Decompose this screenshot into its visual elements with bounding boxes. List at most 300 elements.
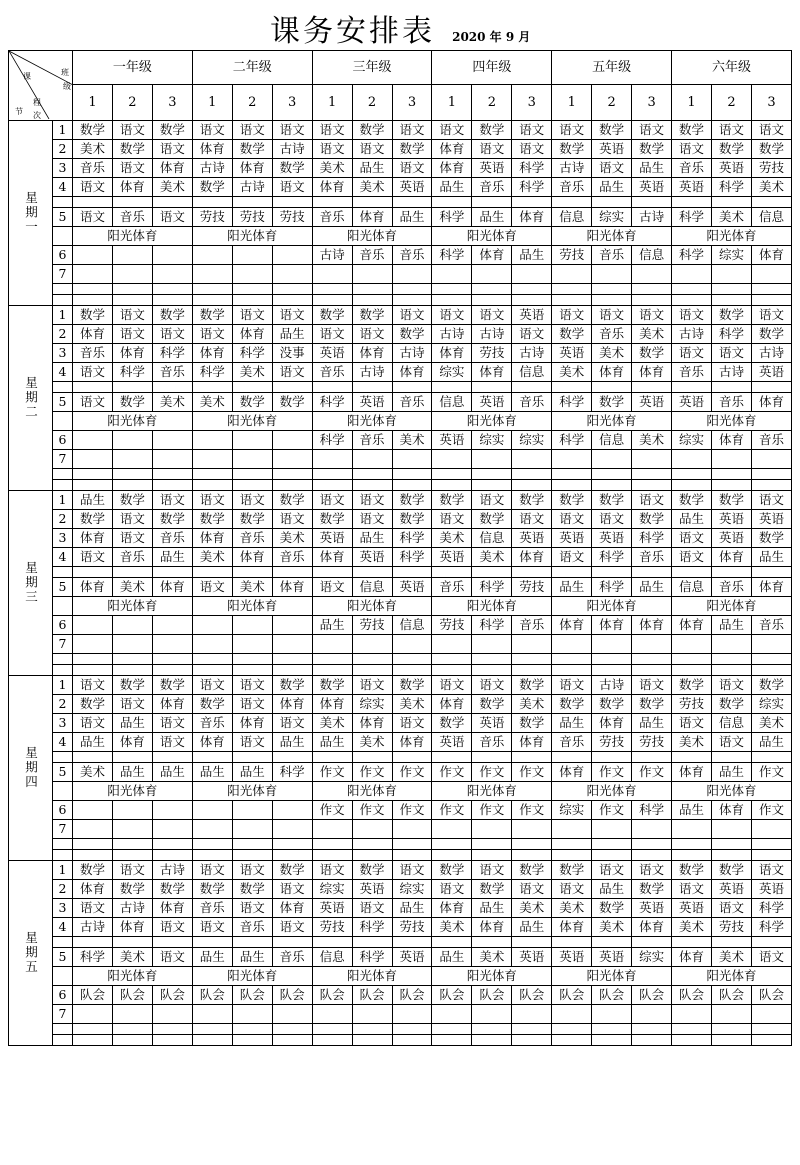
pe-label: 阳光体育: [312, 412, 432, 431]
blank-cell: [112, 839, 152, 850]
subject-cell: 体育: [432, 159, 472, 178]
blank-cell: [751, 480, 791, 491]
day-label: [9, 121, 53, 306]
subject-cell: 品生: [632, 159, 672, 178]
subject-cell: [592, 635, 632, 654]
subject-cell: 数学: [512, 714, 552, 733]
subject-cell: 美术: [712, 208, 752, 227]
subject-cell: [672, 820, 712, 839]
blank-cell: [392, 382, 432, 393]
subject-cell: 数学: [712, 861, 752, 880]
subject-cell: 数学: [632, 510, 672, 529]
subject-cell: 体育: [192, 140, 232, 159]
blank-cell: [352, 839, 392, 850]
subject-cell: 语文: [672, 714, 712, 733]
gap-row: [9, 469, 792, 480]
subject-cell: 数学: [73, 861, 113, 880]
subject-cell: 综实: [432, 363, 472, 382]
subject-cell: 科学: [751, 899, 791, 918]
subject-cell: 音乐: [672, 363, 712, 382]
subject-cell: [712, 635, 752, 654]
subject-cell: 数学: [432, 714, 472, 733]
subject-cell: 语文: [751, 948, 791, 967]
subject-cell: 英语: [512, 529, 552, 548]
subject-cell: [112, 1005, 152, 1024]
subject-cell: 语文: [712, 121, 752, 140]
subject-cell: 语文: [552, 548, 592, 567]
subject-cell: 品生: [112, 714, 152, 733]
subject-cell: 作文: [512, 763, 552, 782]
period-row: [9, 1005, 792, 1024]
pe-label: 阳光体育: [73, 597, 193, 616]
subject-cell: 数学: [392, 510, 432, 529]
subject-cell: 英语: [712, 880, 752, 899]
blank-cell: [552, 382, 592, 393]
subject-cell: 体育: [152, 695, 192, 714]
subject-cell: 语文: [73, 393, 113, 412]
subject-cell: [672, 265, 712, 284]
subject-cell: 语文: [672, 529, 712, 548]
blank-cell: [672, 382, 712, 393]
blank-cell: [312, 937, 352, 948]
subject-cell: 体育: [312, 695, 352, 714]
subject-cell: 音乐: [152, 363, 192, 382]
subject-cell: [392, 1005, 432, 1024]
subject-cell: 信息: [712, 714, 752, 733]
subject-cell: [112, 265, 152, 284]
period-number: 4: [53, 733, 73, 752]
subject-cell: 体育: [152, 159, 192, 178]
grade-1-header: 一年级: [73, 51, 193, 85]
subject-cell: 劳技: [472, 344, 512, 363]
pe-label: 阳光体育: [552, 782, 672, 801]
subject-cell: [672, 450, 712, 469]
subject-cell: 品生: [432, 178, 472, 197]
blank-cell: [232, 197, 272, 208]
subject-cell: 音乐: [592, 246, 632, 265]
subject-cell: 体育: [272, 578, 312, 597]
subject-cell: [112, 801, 152, 820]
period-number: 2: [53, 695, 73, 714]
subject-cell: 品生: [73, 491, 113, 510]
subject-cell: 语文: [152, 140, 192, 159]
period-row: [9, 431, 792, 450]
gap-row: [9, 197, 792, 208]
blank-cell: [512, 382, 552, 393]
blank-cell: [432, 1024, 472, 1035]
blank-cell: [432, 295, 472, 306]
subject-cell: 数学: [112, 491, 152, 510]
subject-cell: 古诗: [432, 325, 472, 344]
subject-cell: 古诗: [672, 325, 712, 344]
subject-cell: 作文: [472, 763, 512, 782]
subject-cell: 语文: [552, 306, 592, 325]
subject-cell: [73, 246, 113, 265]
blank-cell: [712, 382, 752, 393]
subject-cell: 科学: [472, 616, 512, 635]
blank-cell: [432, 469, 472, 480]
pe-label: 阳光体育: [672, 227, 792, 246]
subject-cell: [392, 450, 432, 469]
class-number-header: 2: [592, 85, 632, 121]
subject-cell: 美术: [751, 178, 791, 197]
subject-cell: 数学: [232, 510, 272, 529]
subject-cell: 古诗: [751, 344, 791, 363]
subject-cell: 体育: [632, 918, 672, 937]
subject-cell: 美术: [392, 431, 432, 450]
subject-cell: 语文: [392, 306, 432, 325]
blank-cell: [712, 469, 752, 480]
blank-cell: [512, 839, 552, 850]
class-number-header: 1: [432, 85, 472, 121]
subject-cell: [152, 1005, 192, 1024]
blank-cell: [392, 295, 432, 306]
subject-cell: [712, 820, 752, 839]
period-row: [9, 880, 792, 899]
blank-cell: [751, 382, 791, 393]
blank-cell: [392, 567, 432, 578]
subject-cell: 语文: [73, 676, 113, 695]
subject-cell: 语文: [512, 880, 552, 899]
day-label: [9, 676, 53, 861]
pe-label: 阳光体育: [312, 227, 432, 246]
subject-cell: 品生: [112, 763, 152, 782]
subject-cell: 科学: [392, 548, 432, 567]
header-corner: [9, 51, 73, 121]
subject-cell: 语文: [73, 899, 113, 918]
period-number: 1: [53, 306, 73, 325]
blank-cell: [112, 382, 152, 393]
subject-cell: 英语: [632, 393, 672, 412]
blank-cell: [751, 665, 791, 676]
subject-cell: [552, 265, 592, 284]
blank-cell: [112, 1035, 152, 1046]
subject-cell: [192, 1005, 232, 1024]
pe-label: 阳光体育: [192, 597, 312, 616]
subject-cell: [472, 450, 512, 469]
blank-cell: [592, 850, 632, 861]
subject-cell: [192, 635, 232, 654]
blank-cell: [392, 654, 432, 665]
gap-row: [9, 654, 792, 665]
subject-cell: 数学: [272, 676, 312, 695]
blank-cell: [232, 295, 272, 306]
subject-cell: 数学: [392, 491, 432, 510]
blank-cell: [472, 752, 512, 763]
period-number: 5: [53, 208, 73, 227]
subject-cell: 综实: [712, 246, 752, 265]
blank-cell: [432, 752, 472, 763]
pe-label: 阳光体育: [552, 412, 672, 431]
period-row: [9, 899, 792, 918]
blank-cell: [751, 1035, 791, 1046]
subject-cell: 体育: [232, 159, 272, 178]
subject-cell: 古诗: [712, 363, 752, 382]
blank-cell: [152, 1035, 192, 1046]
blank-cell: [712, 839, 752, 850]
subject-cell: [512, 1005, 552, 1024]
subject-cell: 数学: [73, 306, 113, 325]
day-name: 星期五: [23, 931, 39, 975]
subject-cell: 语文: [712, 344, 752, 363]
subject-cell: 数学: [592, 491, 632, 510]
subject-cell: 综实: [312, 880, 352, 899]
gap-row: [9, 665, 792, 676]
subject-cell: 体育: [112, 344, 152, 363]
grade-2-header: 二年级: [192, 51, 312, 85]
subject-cell: [152, 450, 192, 469]
subject-cell: 数学: [152, 121, 192, 140]
subject-cell: 语文: [592, 861, 632, 880]
subject-cell: 音乐: [73, 344, 113, 363]
blank-cell: [512, 197, 552, 208]
period-number: 5: [53, 578, 73, 597]
blank-cell: [312, 752, 352, 763]
class-number-row: [9, 85, 792, 121]
subject-cell: 语文: [352, 510, 392, 529]
blank-cell: [392, 665, 432, 676]
blank-cell: [672, 839, 712, 850]
subject-cell: 英语: [751, 880, 791, 899]
subject-cell: 语文: [73, 363, 113, 382]
blank-cell: [352, 1035, 392, 1046]
blank-cell: [73, 850, 113, 861]
subject-cell: 美术: [352, 178, 392, 197]
subject-cell: 语文: [712, 733, 752, 752]
blank-cell: [152, 469, 192, 480]
subject-cell: 数学: [112, 676, 152, 695]
subject-cell: 美术: [512, 899, 552, 918]
subject-cell: [751, 265, 791, 284]
subject-cell: 音乐: [712, 393, 752, 412]
subject-cell: 语文: [272, 306, 312, 325]
period-number: 3: [53, 529, 73, 548]
subject-cell: 队会: [751, 986, 791, 1005]
subject-cell: [392, 635, 432, 654]
period-number: 6: [53, 616, 73, 635]
subject-cell: 古诗: [112, 899, 152, 918]
subject-cell: 语文: [192, 325, 232, 344]
subject-cell: 数学: [192, 695, 232, 714]
period-number: 2: [53, 325, 73, 344]
blank-cell: [192, 850, 232, 861]
subject-cell: 品生: [272, 733, 312, 752]
period-number: 2: [53, 510, 73, 529]
subject-cell: 语文: [432, 676, 472, 695]
subject-cell: 品生: [392, 208, 432, 227]
subject-cell: 数学: [192, 880, 232, 899]
blank-cell: [512, 1035, 552, 1046]
pe-row: [9, 967, 792, 986]
blank-cell: [232, 937, 272, 948]
corner-char: 次: [33, 111, 41, 120]
pe-label: 阳光体育: [192, 227, 312, 246]
subject-cell: 体育: [592, 714, 632, 733]
subject-cell: 语文: [112, 121, 152, 140]
gap-row: [9, 295, 792, 306]
period-row: [9, 450, 792, 469]
blank-cell: [432, 197, 472, 208]
blank-cell: [112, 752, 152, 763]
subject-cell: 体育: [432, 140, 472, 159]
subject-cell: [152, 635, 192, 654]
subject-cell: 体育: [472, 918, 512, 937]
blank-cell: [672, 752, 712, 763]
subject-cell: 数学: [552, 140, 592, 159]
blank-cell: [112, 480, 152, 491]
subject-cell: 品生: [312, 616, 352, 635]
blank-cell: [312, 469, 352, 480]
subject-cell: 音乐: [592, 325, 632, 344]
subject-cell: [552, 1005, 592, 1024]
subject-cell: [272, 820, 312, 839]
blank-cell: [112, 654, 152, 665]
subject-cell: 体育: [751, 246, 791, 265]
subject-cell: 综实: [472, 431, 512, 450]
subject-cell: [312, 450, 352, 469]
subject-cell: 体育: [152, 578, 192, 597]
subject-cell: 科学: [352, 918, 392, 937]
subject-cell: 数学: [552, 695, 592, 714]
blank-cell: [552, 850, 592, 861]
corner-char: 班: [61, 68, 69, 77]
subject-cell: 语文: [552, 880, 592, 899]
subject-cell: 语文: [552, 510, 592, 529]
blank-cell: [112, 850, 152, 861]
blank-cell: [53, 665, 73, 676]
subject-cell: 数学: [152, 510, 192, 529]
blank-cell: [552, 469, 592, 480]
subject-cell: 语文: [192, 918, 232, 937]
subject-cell: 品生: [552, 714, 592, 733]
blank-cell: [632, 752, 672, 763]
subject-cell: 语文: [232, 121, 272, 140]
subject-cell: 语文: [232, 861, 272, 880]
period-number: 3: [53, 899, 73, 918]
subject-cell: 英语: [472, 714, 512, 733]
subject-cell: 古诗: [352, 363, 392, 382]
blank-cell: [53, 1024, 73, 1035]
blank-cell: [712, 937, 752, 948]
pe-label: 阳光体育: [312, 782, 432, 801]
subject-cell: 科学: [712, 325, 752, 344]
day-name: 星期三: [23, 561, 39, 605]
subject-cell: 体育: [312, 548, 352, 567]
subject-cell: 品生: [392, 899, 432, 918]
subject-cell: 科学: [272, 763, 312, 782]
blank-cell: [272, 1024, 312, 1035]
subject-cell: 体育: [432, 344, 472, 363]
subject-cell: 数学: [392, 140, 432, 159]
grade-6-header: 六年级: [672, 51, 792, 85]
subject-cell: 劳技: [352, 616, 392, 635]
subject-cell: 品生: [512, 918, 552, 937]
subject-cell: 数学: [232, 393, 272, 412]
subject-cell: 科学: [112, 363, 152, 382]
subject-cell: 音乐: [352, 246, 392, 265]
blank-cell: [592, 665, 632, 676]
subject-cell: 信息: [632, 246, 672, 265]
blank-cell: [192, 654, 232, 665]
subject-cell: [312, 265, 352, 284]
blank-cell: [472, 665, 512, 676]
subject-cell: 数学: [592, 899, 632, 918]
blank-cell: [672, 295, 712, 306]
subject-cell: [632, 265, 672, 284]
subject-cell: 英语: [352, 548, 392, 567]
day-label: [9, 861, 53, 1046]
subject-cell: 数学: [73, 695, 113, 714]
blank-cell: [512, 567, 552, 578]
blank-cell: [272, 937, 312, 948]
subject-cell: 语文: [632, 676, 672, 695]
subject-cell: 品生: [352, 529, 392, 548]
pe-row: [9, 782, 792, 801]
subject-cell: 语文: [352, 899, 392, 918]
period-row: [9, 548, 792, 567]
blank-cell: [192, 839, 232, 850]
period-number: 6: [53, 986, 73, 1005]
subject-cell: 美术: [152, 178, 192, 197]
subject-cell: 数学: [632, 880, 672, 899]
subject-cell: 品生: [272, 325, 312, 344]
blank-cell: [512, 937, 552, 948]
subject-cell: [472, 1005, 512, 1024]
blank-cell: [751, 284, 791, 295]
subject-cell: 英语: [632, 899, 672, 918]
subject-cell: 音乐: [352, 431, 392, 450]
subject-cell: 数学: [152, 676, 192, 695]
subject-cell: [432, 1005, 472, 1024]
subject-cell: 数学: [552, 325, 592, 344]
subject-cell: 美术: [592, 918, 632, 937]
subject-cell: 体育: [73, 578, 113, 597]
subject-cell: 品生: [712, 763, 752, 782]
period-row: [9, 861, 792, 880]
pe-label: 阳光体育: [192, 782, 312, 801]
period-number: 1: [53, 491, 73, 510]
subject-cell: 数学: [392, 676, 432, 695]
class-number-header: 2: [232, 85, 272, 121]
blank-cell: [152, 654, 192, 665]
subject-cell: 体育: [512, 208, 552, 227]
blank-cell: [152, 295, 192, 306]
subject-cell: [73, 265, 113, 284]
blank-cell: [632, 480, 672, 491]
subject-cell: 劳技: [512, 578, 552, 597]
blank-cell: [232, 1035, 272, 1046]
blank-cell: [552, 567, 592, 578]
subject-cell: 语文: [672, 140, 712, 159]
blank-cell: [592, 839, 632, 850]
subject-cell: [512, 635, 552, 654]
period-number: 2: [53, 880, 73, 899]
subject-cell: 队会: [672, 986, 712, 1005]
subject-cell: 语文: [432, 880, 472, 899]
subject-cell: 体育: [272, 899, 312, 918]
subject-cell: [112, 431, 152, 450]
blank-cell: [392, 469, 432, 480]
subject-cell: 体育: [73, 325, 113, 344]
subject-cell: 英语: [552, 344, 592, 363]
subject-cell: 劳技: [272, 208, 312, 227]
subject-cell: 体育: [392, 363, 432, 382]
subject-cell: [192, 265, 232, 284]
period-row: [9, 616, 792, 635]
subject-cell: 数学: [751, 676, 791, 695]
pe-label: 阳光体育: [552, 227, 672, 246]
blank-cell: [512, 665, 552, 676]
